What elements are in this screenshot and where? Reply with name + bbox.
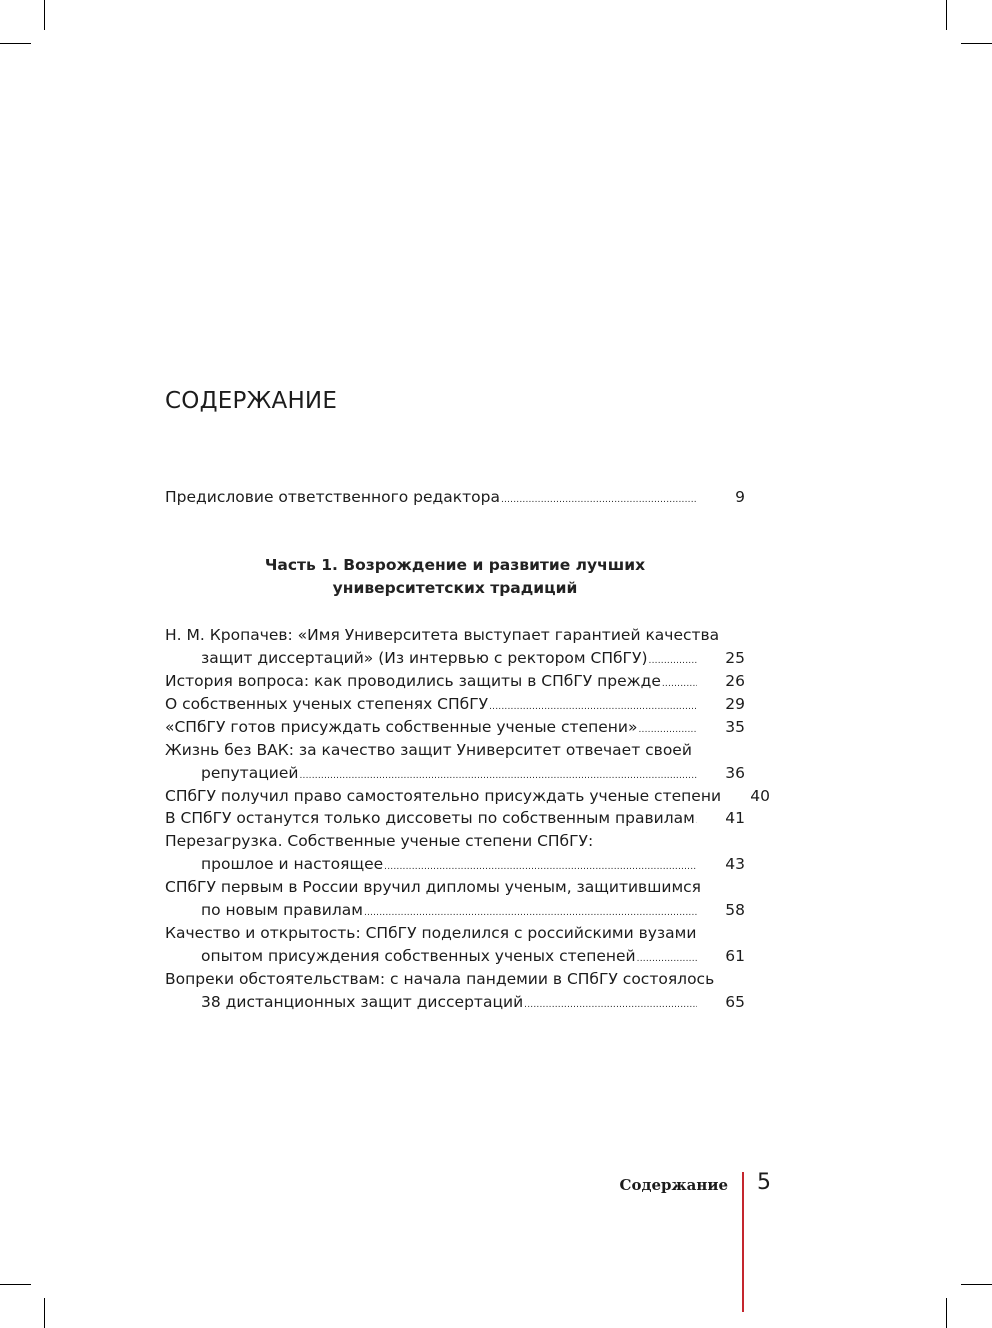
toc-entry-text: прошлое и настоящее bbox=[201, 855, 384, 873]
toc-entry[interactable] bbox=[165, 807, 745, 830]
toc-entry-text: Предисловие ответственного редактора bbox=[165, 488, 500, 506]
toc-page-number: 9 bbox=[735, 488, 745, 506]
crop-mark bbox=[961, 43, 992, 44]
toc-entry[interactable] bbox=[201, 899, 745, 922]
toc-entry-text: по новым правилам bbox=[201, 901, 363, 919]
toc-entry[interactable] bbox=[165, 716, 745, 739]
part-heading bbox=[165, 554, 745, 600]
toc-page-number: 61 bbox=[725, 947, 745, 965]
running-footer-section: Содержание bbox=[619, 1176, 728, 1194]
toc-entry-line[interactable]: Качество и открытость: СПбГУ поделился с российскими вузами bbox=[165, 924, 697, 942]
toc-page-number: 43 bbox=[725, 855, 745, 873]
toc-entry[interactable] bbox=[201, 991, 745, 1014]
part-heading-line: университетских традиций bbox=[332, 579, 578, 597]
toc-entry-text: История вопроса: как проводились защиты в СПбГУ прежде bbox=[165, 672, 661, 690]
toc-entry[interactable] bbox=[165, 693, 745, 716]
toc-entry-text: СПбГУ получил право самостоятельно присуждать ученые степени bbox=[165, 787, 722, 805]
toc-entry[interactable] bbox=[201, 853, 745, 876]
toc-leader-dots bbox=[524, 994, 697, 1017]
crop-mark bbox=[946, 1298, 947, 1328]
toc-entry-text: 38 дистанционных защит диссертаций bbox=[201, 993, 524, 1011]
toc-entry-text: опытом присуждения собственных ученых степеней bbox=[201, 947, 636, 965]
toc-page-number: 40 bbox=[750, 787, 771, 805]
toc-entry-text: В СПбГУ останутся только диссоветы по собственным правилам bbox=[165, 809, 695, 827]
toc-entry-text: «СПбГУ готов присуждать собственные ученые степени» bbox=[165, 718, 638, 736]
part-heading-line: Часть 1. Возрождение и развитие лучших bbox=[264, 556, 646, 574]
toc-entry-line[interactable]: Жизнь без ВАК: за качество защит Университет отвечает своей bbox=[165, 741, 692, 759]
toc-page-number: 58 bbox=[725, 901, 745, 919]
toc-entry-preface[interactable] bbox=[165, 486, 745, 509]
crop-mark bbox=[0, 1284, 31, 1285]
toc-entry-line[interactable]: Перезагрузка. Собственные ученые степени СПбГУ: bbox=[165, 832, 594, 850]
crop-mark bbox=[44, 0, 45, 30]
crop-mark bbox=[0, 43, 31, 44]
toc-leader-dots bbox=[501, 489, 697, 512]
page-number: 5 bbox=[757, 1170, 771, 1195]
crop-mark bbox=[961, 1284, 992, 1285]
toc-entry[interactable] bbox=[165, 785, 771, 808]
toc-entry[interactable] bbox=[201, 762, 745, 785]
toc-entry-line[interactable]: Н. М. Кропачев: «Имя Университета выступает гарантией качества bbox=[165, 626, 720, 644]
footer-divider bbox=[742, 1172, 744, 1312]
toc-entry[interactable] bbox=[165, 670, 745, 693]
toc-entry[interactable] bbox=[201, 945, 745, 968]
crop-mark bbox=[44, 1298, 45, 1328]
toc-page-number: 25 bbox=[725, 649, 745, 667]
toc-page-number: 41 bbox=[725, 809, 745, 827]
toc-entry-text: репутацией bbox=[201, 764, 299, 782]
page-title: СОДЕРЖАНИЕ bbox=[165, 388, 338, 414]
crop-mark bbox=[946, 0, 947, 30]
toc-entry-line[interactable]: Вопреки обстоятельствам: с начала пандемии в СПбГУ состоялось bbox=[165, 970, 715, 988]
toc-page-number: 35 bbox=[725, 718, 745, 736]
toc-entry[interactable] bbox=[201, 647, 745, 670]
toc-entry-line[interactable]: СПбГУ первым в России вручил дипломы ученым, защитившимся bbox=[165, 878, 701, 896]
toc-entry-text: О собственных ученых степенях СПбГУ bbox=[165, 695, 489, 713]
toc-page-number: 65 bbox=[725, 993, 745, 1011]
toc-page-number: 36 bbox=[725, 764, 745, 782]
toc-entry-text: защит диссертаций» (Из интервью с ректором СПбГУ) bbox=[201, 649, 648, 667]
toc-page-number: 29 bbox=[725, 695, 745, 713]
toc-page-number: 26 bbox=[725, 672, 745, 690]
